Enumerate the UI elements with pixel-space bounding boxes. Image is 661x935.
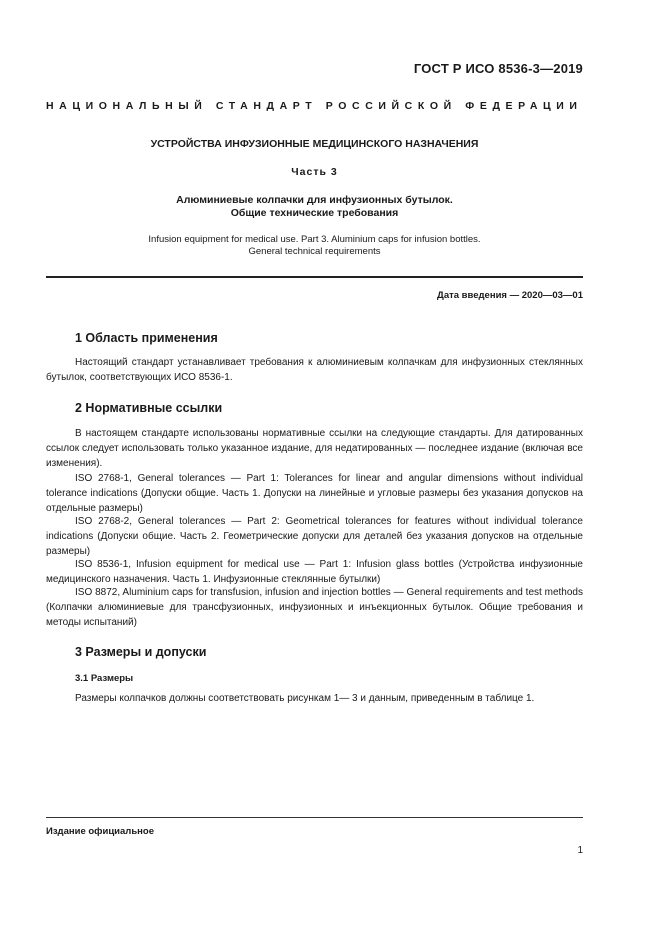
reference-iso-2768-1: ISO 2768-1, General tolerances — Part 1: Tolerances for linear and angular dimensions without individual tolerance indications (Допуски общие. Часть 1. Допуски на линейные и угловые размеры без указания допусков на отдельные размеры) bbox=[46, 473, 583, 514]
section-1-paragraph: Настоящий стандарт устанавливает требования к алюминиевым колпачкам для инфузионных стеклянных бутылок, соответствующих ИСО 8536-1. bbox=[46, 357, 583, 383]
subtitle-line-1: Алюминиевые колпачки для инфузионных бутылок. bbox=[176, 194, 453, 206]
title-divider bbox=[46, 276, 583, 278]
part-label: Часть 3 bbox=[291, 166, 338, 178]
english-title-line-1: Infusion equipment for medical use. Part 3. Aluminium caps for infusion bottles. bbox=[148, 234, 481, 245]
section-3-heading: 3 Размеры и допуски bbox=[75, 645, 207, 659]
section-3-1-paragraph: Размеры колпачков должны соответствовать рисункам 1— 3 и данным, приведенным в таблице 1. bbox=[75, 693, 535, 704]
section-1-heading: 1 Область применения bbox=[75, 331, 218, 345]
introduction-date: Дата введения — 2020—03—01 bbox=[437, 290, 583, 301]
reference-iso-2768-2: ISO 2768-2, General tolerances — Part 2: Geometrical tolerances for features without individual tolerance indications (Допуски общие. Часть 2. Геометрические допуски для деталей без указания допусков на отдельные размеры) bbox=[46, 516, 583, 557]
document-title: УСТРОЙСТВА ИНФУЗИОННЫЕ МЕДИЦИНСКОГО НАЗНАЧЕНИЯ bbox=[150, 138, 479, 150]
reference-iso-8536-1: ISO 8536-1, Infusion equipment for medical use — Part 1: Infusion glass bottles (Устройства инфузионные медицинского назначения. Часть 1. Инфузионные стеклянные бутылки) bbox=[46, 559, 583, 585]
page-number: 1 bbox=[577, 845, 583, 856]
footer-divider bbox=[46, 817, 583, 818]
standard-number: ГОСТ Р ИСО 8536-3—2019 bbox=[413, 61, 583, 76]
official-edition-label: Издание официальное bbox=[46, 826, 154, 837]
reference-iso-8872: ISO 8872, Aluminium caps for transfusion, infusion and injection bottles — General requirements and test methods (Колпачки алюминиевые для трансфузионных, инфузионных и инъекционных бутылок. Общие требования и методы испытаний) bbox=[46, 587, 583, 628]
subsection-3-1-heading: 3.1 Размеры bbox=[75, 673, 134, 684]
section-2-heading: 2 Нормативные ссылки bbox=[75, 401, 223, 415]
english-title-line-2: General technical requirements bbox=[248, 246, 381, 257]
national-standard-banner: НАЦИОНАЛЬНЫЙ СТАНДАРТ РОССИЙСКОЙ ФЕДЕРАЦИИ bbox=[46, 100, 583, 112]
subtitle-line-2: Общие технические требования bbox=[230, 207, 399, 219]
section-2-intro: В настоящем стандарте использованы нормативные ссылки на следующие стандарты. Для датированных ссылок следует использовать только указанное издание, для недатированных — последнее издание (включая все изменения). bbox=[46, 428, 583, 469]
